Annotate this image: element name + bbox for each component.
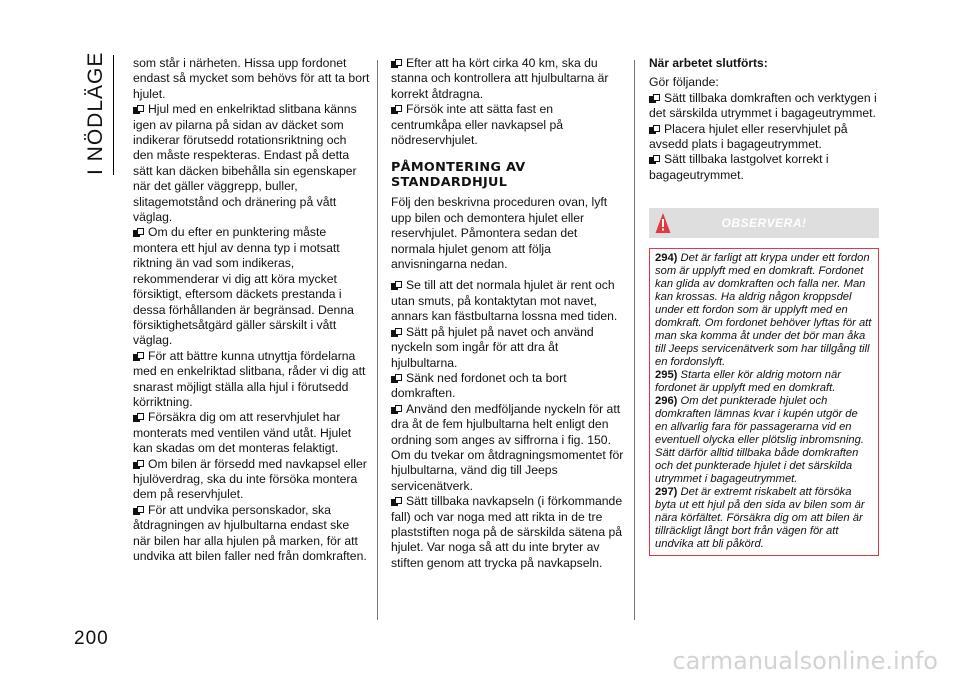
bullet-item: Försäkra dig om att reservhjulet har monterats med ventilen vänd utåt. Hjulet kan skadas om det monteras felaktigt. <box>133 410 352 456</box>
bullet-icon <box>133 460 144 469</box>
bullet-icon <box>391 497 402 506</box>
bullet-item: Sätt tillbaka domkraften och verktygen i det särskilda utrymmet i bagageutrymmet. <box>649 90 877 121</box>
warning-box <box>649 248 879 556</box>
bullet-item: Placera hjulet eller reservhjulet på avsedd plats i bagageutrymmet. <box>649 121 848 152</box>
warning-item: 296) Om det punkterade hjulet och domkraften lämnas kvar i kupén utgör de en allvarlig fara för passagerarna vid en eventuell olycka eller plötslig inbromsning. Sätt därför alltid tillbaka både domkraften och det punkterade hjulet i det särskilda utrymmet i bagageutrymmet. <box>655 395 864 486</box>
bullet-item: Se till att det normala hjulet är rent och utan smuts, på kontaktytan mot navet, annars kan fästbultarna lossna med tiden. <box>391 278 618 324</box>
bullet-item: Hjul med en enkelriktad slitbana känns igen av pilarna på sidan av däcket som indikerar förutsedd rotationsriktning och den måste respekteras. Endast på detta sätt kan däcken bibehålla sin egenskaper när det gäller väggrepp, buller, slitagemotstånd och dränering på vått väglag. <box>133 102 357 225</box>
bullet-item: Försök inte att sätta fast en centrumkåpa eller navkapsel på nödreservhjulet. <box>391 102 564 148</box>
bullet-icon <box>649 155 660 164</box>
bullet-icon <box>649 125 660 134</box>
paragraph: Följ den beskrivna proceduren ovan, lyft upp bilen och demontera hjulet eller reservhjulet. Påmontera sedan det normala hjulet genom att följa anvisningarna nedan. <box>391 195 608 272</box>
warning-header <box>649 208 879 238</box>
paragraph: Gör följande: <box>649 75 719 90</box>
bullet-item: Om du efter en punktering måste montera ett hjul av denna typ i motsatt riktning än vad som indikeras, rekommenderar vi dig att köra mycket försiktigt, eftersom däckets prestanda i dessa förhållanden är begränsad. Denna försiktighetsåtgärd gäller särskilt i vått väglag. <box>133 225 354 348</box>
bullet-item: Sätt tillbaka navkapseln (i förkommande fall) och var noga med att rikta in de tre plaststiften noga på de särskilda sätena på hjulet. Var noga så att du inte bryter av stiften genom att trycka på navkapseln. <box>391 494 623 570</box>
column-1 <box>133 56 370 564</box>
subheading: När arbetet slutförts: <box>649 56 768 70</box>
bullet-icon <box>391 105 402 114</box>
bullet-item: Sätt på hjulet på navet och använd nyckeln som ingår för att dra åt hjulbultarna. <box>391 324 594 370</box>
bullet-item: Sätt tillbaka lastgolvet korrekt i bagageutrymmet. <box>649 152 829 182</box>
column-divider <box>634 60 635 620</box>
warning-title: OBSERVERA! <box>721 216 807 231</box>
column-2 <box>391 56 624 571</box>
bullet-icon <box>133 105 144 114</box>
section-title: I NÖDLÄGE <box>84 51 107 175</box>
bullet-icon <box>649 94 660 103</box>
column-divider <box>377 60 378 620</box>
bullet-icon <box>133 506 144 515</box>
bullet-icon <box>391 405 402 414</box>
bullet-item: För att undvika personskador, ska åtdragningen av hjulbultarna endast ske när bilen har alla hjulen på marken, för att undvika att bilen faller ned från domkraften. <box>133 502 367 563</box>
warning-item: 294) Det är farligt att krypa under ett fordon som är upplyft med en domkraft. Fordonet kan glida av domkraften och falla ner. Man kan krossas. Ha aldrig någon kroppsdel under ett fordon som är upplyft med en domkraft. Om fordonet behöver lyftas för att man ska komma åt under det bör man åka till Jeeps servicenätverk som har tillgång till en fordonslyft. <box>655 252 872 369</box>
bullet-icon <box>391 59 402 68</box>
bullet-item: För att bättre kunna utnyttja fördelarna med en enkelriktad slitbana, råder vi dig att snarast möjligt ställa alla hjul i förutsedd körriktning. <box>133 348 366 409</box>
bullet-item: Om bilen är försedd med navkapsel eller hjulöverdrag, ska du inte försöka montera dem på reservhjulet. <box>133 456 367 502</box>
warning-item: 295) Starta eller kör aldrig motorn när fordonet är upplyft med en domkraft. <box>655 369 841 395</box>
bullet-icon <box>391 281 402 290</box>
section-heading: PÅMONTERING AV STANDARDHJUL <box>391 160 526 191</box>
page-number: 200 <box>74 628 109 649</box>
bullet-item: Använd den medföljande nyckeln för att dra åt de fem hjulbultarna helt enligt den ordning som anges av siffrorna i fig. 150. Om du tvekar om åtdragningsmomentet för hjulbultarna, vänd dig till Jeeps servicenätverk. <box>391 401 624 493</box>
bullet-icon <box>133 352 144 361</box>
bullet-icon <box>391 328 402 337</box>
column-3 <box>649 56 879 556</box>
watermark: carmanualsonline.info <box>672 647 938 675</box>
bullet-icon <box>133 228 144 237</box>
section-divider <box>113 55 114 175</box>
bullet-item: Efter att ha kört cirka 40 km, ska du stanna och kontrollera att hjulbultarna är korrekt åtdragna. <box>391 56 609 101</box>
paragraph: som står i närheten. Hissa upp fordonet endast så mycket som behövs för att ta bort hjulet. <box>133 56 370 101</box>
bullet-icon <box>133 413 144 422</box>
bullet-item: Sänk ned fordonet och ta bort domkraften. <box>391 370 567 401</box>
bullet-icon <box>391 374 402 383</box>
warning-item: 297) Det är extremt riskabelt att försöka byta ut ett hjul på den sida av bilen som är nära körfältet. Försäkra dig om att bilen är tillräckligt långt bort från vägen för att undvika att bli påkörd. <box>655 486 865 551</box>
